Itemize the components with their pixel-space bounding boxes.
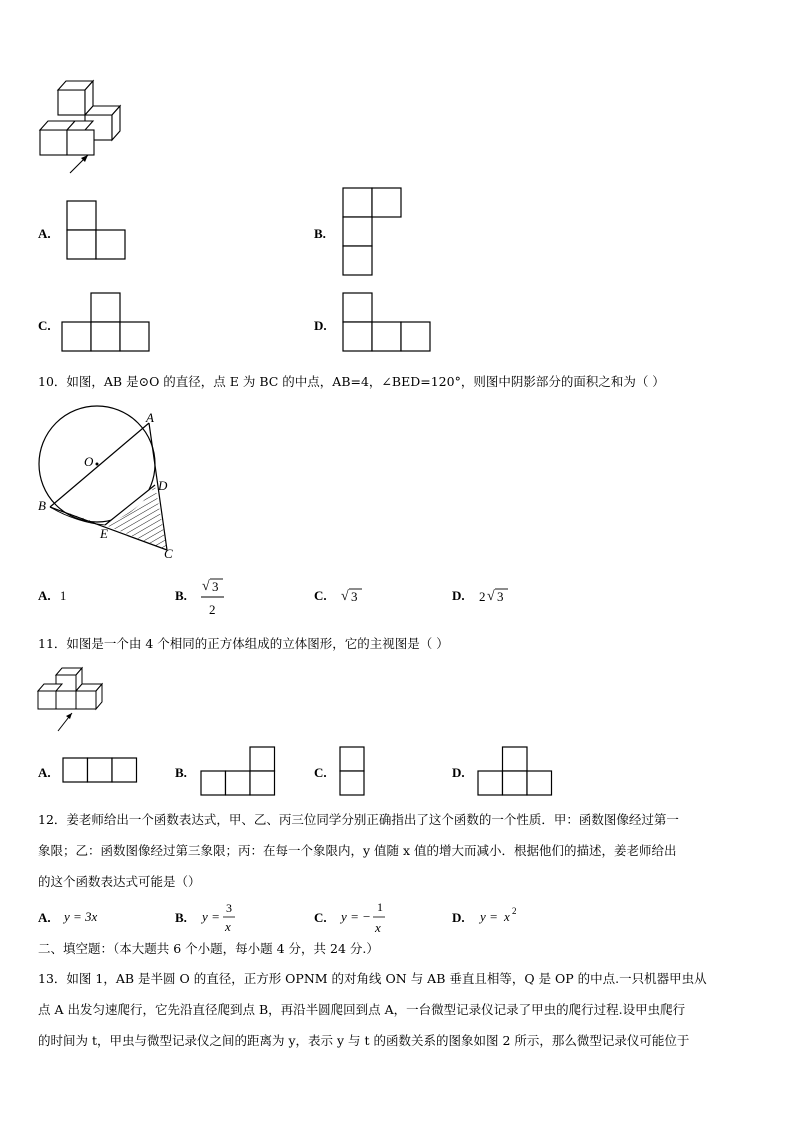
q9-option-c-label[interactable]: C. <box>38 318 51 333</box>
svg-text:x: x <box>504 909 510 924</box>
q12-option-a-label[interactable]: A. <box>38 910 51 925</box>
q10-label-a: A <box>146 410 154 425</box>
svg-text:3: 3 <box>226 901 232 915</box>
q10-label-e: E <box>100 526 108 541</box>
q12-option-b-label[interactable]: B. <box>175 910 187 925</box>
q12-option-c-value <box>339 898 395 940</box>
q12-option-b-value <box>200 900 244 940</box>
svg-text:√: √ <box>487 589 495 604</box>
q10-option-c-label[interactable]: C. <box>314 588 327 603</box>
svg-text:1: 1 <box>377 900 383 914</box>
q13-line1: 13．如图 1，AB 是半圆 O 的直径，正方形 OPNM 的对角线 ON 与 AB 垂直且相等，Q 是 OP 的中点.一只机器甲虫从 <box>38 971 707 986</box>
q12-option-a-value: y = 3x <box>64 909 98 924</box>
q12-stem-line3: 的这个函数表达式可能是（） <box>38 874 201 889</box>
q10-option-a-value: 1 <box>60 589 67 603</box>
q10-label-d: D <box>158 478 168 493</box>
q11-solid-figure <box>36 663 108 735</box>
svg-text:y: y <box>341 909 347 924</box>
q12-option-d-value <box>478 902 526 928</box>
q9-option-b-label[interactable]: B. <box>314 226 326 241</box>
q9-option-b-view <box>342 187 404 279</box>
svg-text:=: = <box>490 909 498 924</box>
q13-line3: 的时间为 t，甲虫与微型记录仪之间的距离为 y，表示 y 与 t 的函数关系的图象如图 2 所示，那么微型记录仪可能位于 <box>38 1033 690 1048</box>
q10-label-o: O <box>84 454 94 469</box>
svg-text:2: 2 <box>209 602 216 617</box>
q10-option-b-label[interactable]: B. <box>175 588 187 603</box>
svg-text:√: √ <box>341 589 349 604</box>
q12-option-c-label[interactable]: C. <box>314 910 327 925</box>
svg-text:=: = <box>212 909 220 924</box>
q10-label-b: B <box>38 498 46 513</box>
q10-option-b-value <box>198 576 228 618</box>
q11-stem: 11．如图是一个由 4 个相同的正方体组成的立体图形，它的主视图是（ ） <box>38 636 449 651</box>
q9-option-d-view <box>342 292 434 354</box>
q11-option-b-view <box>200 746 278 798</box>
q11-option-a-view <box>62 757 140 785</box>
q11-option-c-view <box>339 746 367 798</box>
q11-option-c-label[interactable]: C. <box>314 765 327 780</box>
svg-text:x: x <box>225 919 231 934</box>
q10-stem: 10．如图，AB 是⊙O 的直径，点 E 为 BC 的中点，AB=4，∠BED=120°，则图中阴影部分的面积之和为（ ） <box>38 374 665 389</box>
q10-option-d-label[interactable]: D. <box>452 588 465 603</box>
svg-text:2: 2 <box>512 906 517 916</box>
q9-option-a-view <box>66 200 128 262</box>
q9-option-c-view <box>61 292 153 354</box>
q9-solid-figure <box>30 75 140 180</box>
q11-option-d-view <box>477 746 555 798</box>
svg-text:=: = <box>351 909 359 924</box>
q12-stem-line1: 12．姜老师给出一个函数表达式，甲、乙、丙三位同学分别正确指出了这个函数的一个性质．甲：函数图像经过第一 <box>38 812 679 827</box>
q13-line2: 点 A 出发匀速爬行，它先沿直径爬到点 B，再沿半圆爬回到点 A，一台微型记录仪记录了甲虫的爬行过程.设甲虫爬行 <box>38 1002 686 1017</box>
svg-text:y: y <box>480 909 486 924</box>
svg-text:3: 3 <box>351 589 358 604</box>
q11-option-d-label[interactable]: D. <box>452 765 465 780</box>
svg-text:3: 3 <box>212 579 219 594</box>
q10-option-a-label[interactable]: A. <box>38 588 51 603</box>
svg-text:y: y <box>202 909 208 924</box>
q10-option-c-value <box>339 585 367 607</box>
q11-option-a-label[interactable]: A. <box>38 765 51 780</box>
q12-option-d-label[interactable]: D. <box>452 910 465 925</box>
svg-text:√: √ <box>202 579 210 594</box>
svg-text:−: − <box>363 909 371 924</box>
section2-title: 二、填空题：（本大题共 6 个小题，每小题 4 分，共 24 分.） <box>38 941 379 956</box>
q10-label-c: C <box>164 546 173 561</box>
q10-circle-figure <box>30 410 190 565</box>
q11-option-b-label[interactable]: B. <box>175 765 187 780</box>
q12-stem-line2: 象限；乙：函数图像经过第三象限；丙：在每一个象限内，y 值随 x 值的增大而减小．根据他们的描述，姜老师给出 <box>38 843 677 858</box>
svg-text:3: 3 <box>497 589 504 604</box>
svg-text:x: x <box>375 920 381 935</box>
svg-text:2: 2 <box>479 589 486 604</box>
q9-option-d-label[interactable]: D. <box>314 318 327 333</box>
q9-option-a-label[interactable]: A. <box>38 226 51 241</box>
q10-option-d-value <box>477 585 513 607</box>
